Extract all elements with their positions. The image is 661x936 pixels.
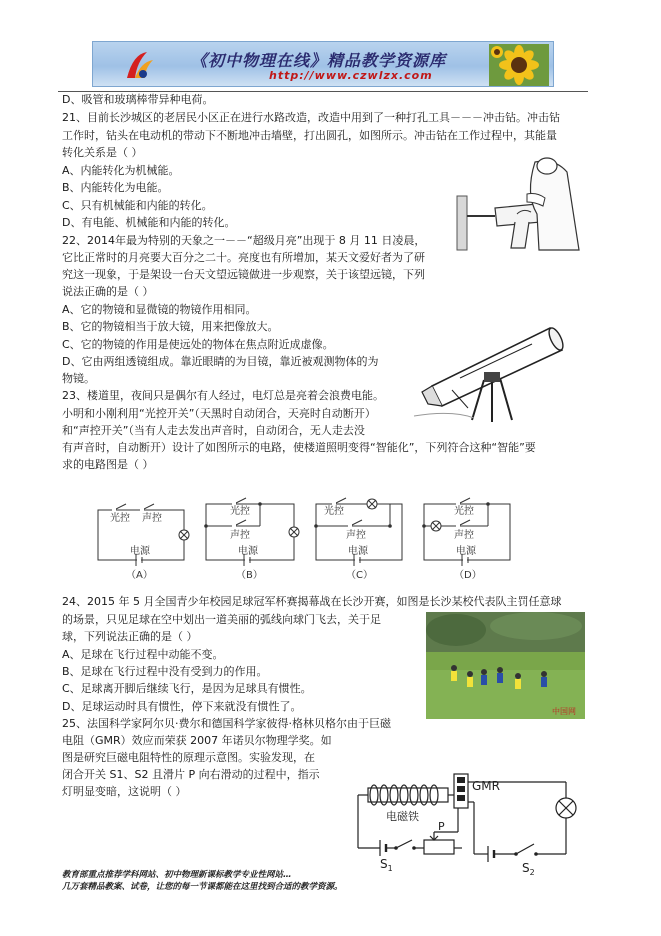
circuit-a xyxy=(98,504,189,581)
q22-option-d: 物镜。 xyxy=(62,372,95,385)
q25-stem: 电阻（GMR）效应而荣获 2007 年诺贝尔物理学奖。如 xyxy=(62,734,332,747)
footer-line-2: 几万套精品教案、试卷，让您的每一节课都能在这里找到合适的教学资源。 xyxy=(62,882,343,892)
switch-s1-label: $S_1$ xyxy=(380,857,393,873)
site-logo-icon xyxy=(123,48,157,82)
circuit-d xyxy=(422,498,510,581)
q24-stem: 的场景，只见足球在空中划出一道美丽的弧线向球门飞去，关于足 xyxy=(62,613,381,626)
q22-stem: 22、2014年最为特别的天象之一－－“超级月亮”出现于 8 月 11 日凌晨， xyxy=(62,234,426,247)
q25-stem: 闭合开关 S1、S2 且滑片 P 向右滑动的过程中，指示 xyxy=(62,768,320,781)
gmr-circuit-figure xyxy=(340,768,586,878)
q22-option-d: D、它由两组透镜组成。靠近眼睛的为目镜，靠近被观测物体的为 xyxy=(62,355,379,368)
q25-stem: 灯明显变暗，这说明（ ） xyxy=(62,785,187,798)
circuit-c-sound: 声控 xyxy=(346,530,366,541)
q21-option-a: A、内能转化为机械能。 xyxy=(62,164,180,177)
q22-option-a: A、它的物镜和显微镜的物镜作用相同。 xyxy=(62,303,257,316)
photo-watermark: 中国网 xyxy=(552,707,576,716)
q24-option-d: D、足球运动时具有惯性，停下来就没有惯性了。 xyxy=(62,700,302,713)
circuit-c-power: 电源 xyxy=(348,546,368,557)
q20-option-d: D、吸管和玻璃棒带异种电荷。 xyxy=(62,93,214,106)
q24-option-b: B、足球在飞行过程中没有受到力的作用。 xyxy=(62,665,268,678)
circuit-d-light: 光控 xyxy=(454,506,474,517)
electromagnet-label: 电磁铁 xyxy=(386,810,419,823)
q21-option-d: D、有电能、机械能和内能的转化。 xyxy=(62,216,236,229)
circuit-b-power: 电源 xyxy=(238,546,258,557)
circuit-b-letter: （B） xyxy=(236,570,263,581)
football-photo xyxy=(426,612,585,719)
q21-option-c: C、只有机械能和内能的转化。 xyxy=(62,199,213,212)
footer-line-1: 教育部重点推荐学科网站、初中物理新课标教学专业性网站… xyxy=(62,870,292,880)
q21-option-b: B、内能转化为电能。 xyxy=(62,181,169,194)
q24-option-c: C、足球离开脚后继续飞行，是因为足球具有惯性。 xyxy=(62,682,312,695)
q21-stem: 工作时，钻头在电动机的带动下不断地冲击墙壁，打出圆孔，如图所示。冲击钻在工作过程中，其能量 xyxy=(62,129,557,142)
circuit-d-sound: 声控 xyxy=(454,530,474,541)
circuit-a-sound: 声控 xyxy=(142,513,162,524)
q22-stem: 它比正常时的月亮要大百分之二十。亮度也有所增加，某天文爱好者为了研 xyxy=(62,251,425,264)
q24-stem: 24、2015 年 5 月全国青少年校园足球冠军杯赛揭幕战在长沙开赛，如图是长沙某校代表队主罚任意球 xyxy=(62,595,562,608)
circuit-a-power: 电源 xyxy=(130,546,150,557)
q22-option-c: C、它的物镜的作用是使远处的物体在焦点附近成虚像。 xyxy=(62,338,334,351)
q24-stem: 球，下列说法正确的是（ ） xyxy=(62,630,198,643)
circuit-b xyxy=(204,498,299,581)
q23-stem: 有声音时，自动断开）设计了如图所示的电路，使楼道照明变得“智能化”，下列符合这种“智能”要 xyxy=(62,441,536,454)
site-title: 《初中物理在线》精品教学资源库 xyxy=(191,51,447,70)
impact-drill-figure xyxy=(455,156,583,252)
circuit-diagrams xyxy=(92,494,522,584)
q25-stem: 25、法国科学家阿尔贝·费尔和德国科学家彼得·格林贝格尔由于巨磁 xyxy=(62,717,391,730)
circuit-d-power: 电源 xyxy=(456,546,476,557)
q23-stem: 23、楼道里，夜间只是偶尔有人经过，电灯总是亮着会浪费电能。 xyxy=(62,389,384,402)
q22-stem: 究这一现象，于是架设一台天文望远镜做进一步观察，关于该望远镜，下列 xyxy=(62,268,425,281)
q23-stem: 求的电路图是（ ） xyxy=(62,458,154,471)
slider-p-label: P xyxy=(438,820,445,833)
circuit-c-letter: （C） xyxy=(346,570,373,581)
q21-stem: 21、目前长沙城区的老居民小区正在进行水路改造，改造中用到了一种打孔工具－－－冲击钻。冲击钻 xyxy=(62,111,560,124)
sunflower-icon xyxy=(489,44,549,86)
q23-stem: 和“声控开关”（当有人走去发出声音时，自动闭合，无人走去没 xyxy=(62,424,365,437)
circuit-a-light: 光控 xyxy=(110,513,130,524)
q24-option-a: A、足球在飞行过程中动能不变。 xyxy=(62,648,224,661)
gmr-label: GMR xyxy=(472,779,500,793)
site-banner xyxy=(92,41,554,87)
circuit-b-light: 光控 xyxy=(230,506,250,517)
q22-option-b: B、它的物镜相当于放大镜，用来把像放大。 xyxy=(62,320,279,333)
circuit-d-letter: （D） xyxy=(454,570,482,581)
switch-s2-label: $S_2$ xyxy=(522,861,535,877)
q21-stem: 转化关系是（ ） xyxy=(62,146,143,159)
circuit-a-letter: （A） xyxy=(126,570,153,581)
circuit-c-light: 光控 xyxy=(324,506,344,517)
q25-stem: 图是研究巨磁电阻特性的原理示意图。实验发现，在 xyxy=(62,751,315,764)
q23-stem: 小明和小刚利用“光控开关”（天黑时自动闭合，天亮时自动断开） xyxy=(62,407,376,420)
circuit-c xyxy=(314,498,402,581)
telescope-figure xyxy=(412,320,580,424)
q22-stem: 说法正确的是（ ） xyxy=(62,285,154,298)
circuit-b-sound: 声控 xyxy=(230,530,250,541)
site-url: http://www.czwlzx.com xyxy=(269,69,433,82)
